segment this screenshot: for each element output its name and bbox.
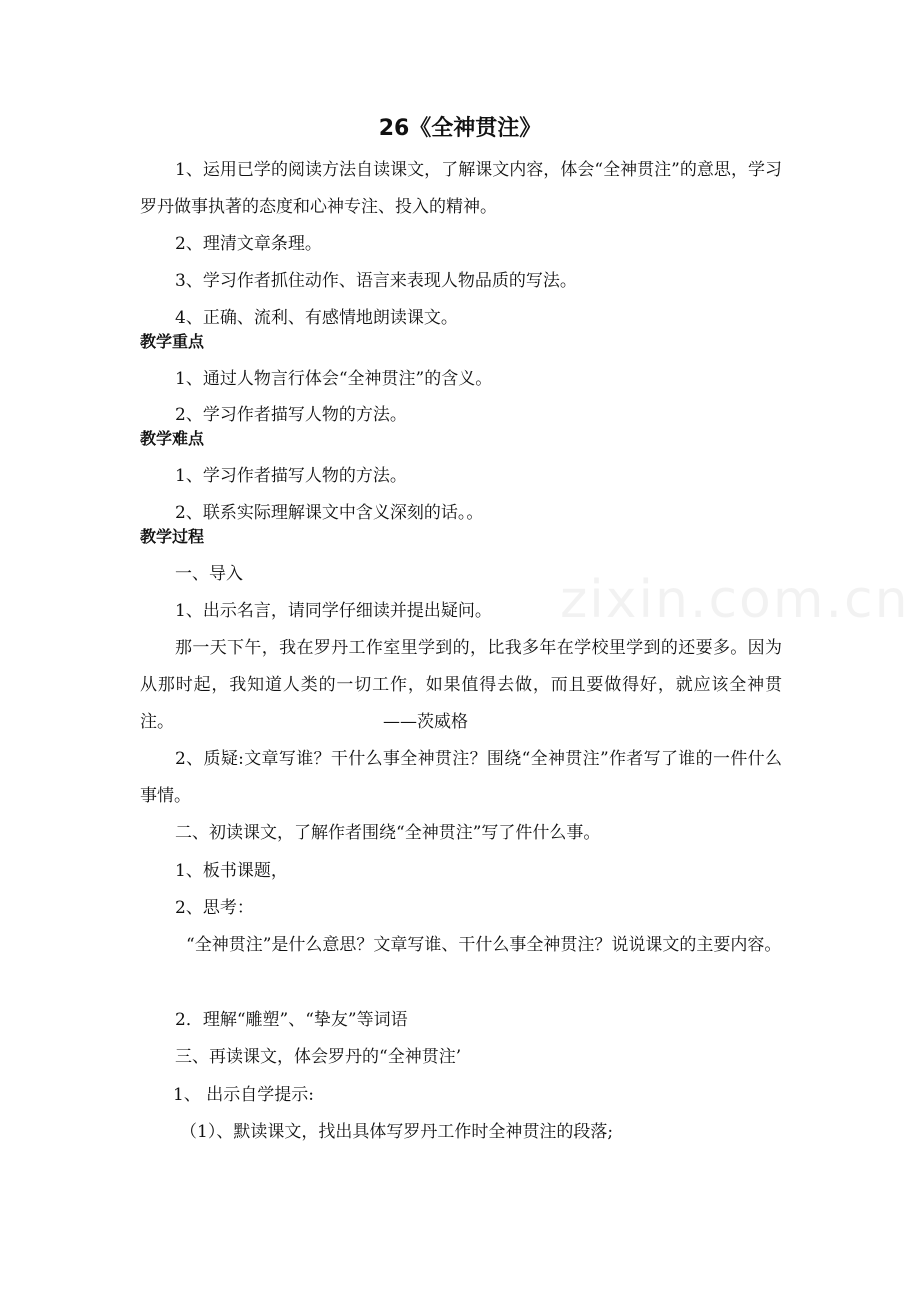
- section-2-step-2: 2、思考：: [175, 898, 254, 918]
- section-1-step-1: 1、出示名言，请同学仔细读并提出疑问。: [175, 601, 492, 621]
- section-3-item-1: （1）、默读课文，找出具体写罗丹工作时全神贯注的段落;: [180, 1122, 614, 1142]
- section-1-step-2: 2、质疑:文章写谁？干什么事全神贯注？围绕“全神贯注”作者写了谁的一件什么事情。: [140, 749, 782, 806]
- quote-author: ——茨威格: [383, 712, 468, 732]
- key-points-heading: 教学重点: [140, 332, 205, 351]
- section-1-heading: 一、导入: [175, 564, 243, 584]
- difficult-point-1: 1、学习作者描写人物的方法。: [175, 466, 407, 486]
- section-2-step-3: 2．理解“雕塑”、“挚友”等词语: [175, 1010, 408, 1030]
- section-3-heading: 三、再读课文，体会罗丹的“全神贯注’: [175, 1047, 462, 1067]
- key-point-1: 1、通过人物言行体会“全神贯注”的含义。: [175, 369, 493, 389]
- section-3-step-1: 1、 出示自学提示:: [173, 1085, 314, 1105]
- objective-1: 1、运用已学的阅读方法自读课文，了解课文内容，体会“全神贯注”的意思，学习罗丹做事执著的态度和心神专注、投入的精神。: [140, 160, 782, 217]
- difficult-points-heading: 教学难点: [140, 429, 205, 448]
- difficult-point-2: 2、联系实际理解课文中含义深刻的话。。: [175, 503, 484, 523]
- section-2-heading: 二、初读课文，了解作者围绕“全神贯注”写了件什么事。: [175, 823, 601, 843]
- process-heading: 教学过程: [140, 527, 205, 546]
- document-title: 26《全神贯注》: [378, 116, 542, 141]
- key-point-2: 2、学习作者描写人物的方法。: [175, 405, 407, 425]
- objective-4: 4、正确、流利、有感情地朗读课文。: [175, 308, 458, 328]
- famous-quote: 那一天下午，我在罗丹工作室里学到的，比我多年在学校里学到的还要多。因为从那时起，我知道人类的一切工作，如果值得去做，而且要做得好，就应该全神贯注。: [140, 638, 782, 732]
- section-2-step-1: 1、板书课题，: [175, 861, 288, 881]
- objective-2: 2、理清文章条理。: [175, 234, 322, 254]
- section-2-question: “全神贯注”是什么意思？文章写谁、干什么事全神贯注？说说课文的主要内容。: [186, 935, 782, 955]
- objective-3: 3、学习作者抓住动作、语言来表现人物品质的写法。: [175, 271, 577, 291]
- watermark: zixin.com.cn: [560, 570, 910, 630]
